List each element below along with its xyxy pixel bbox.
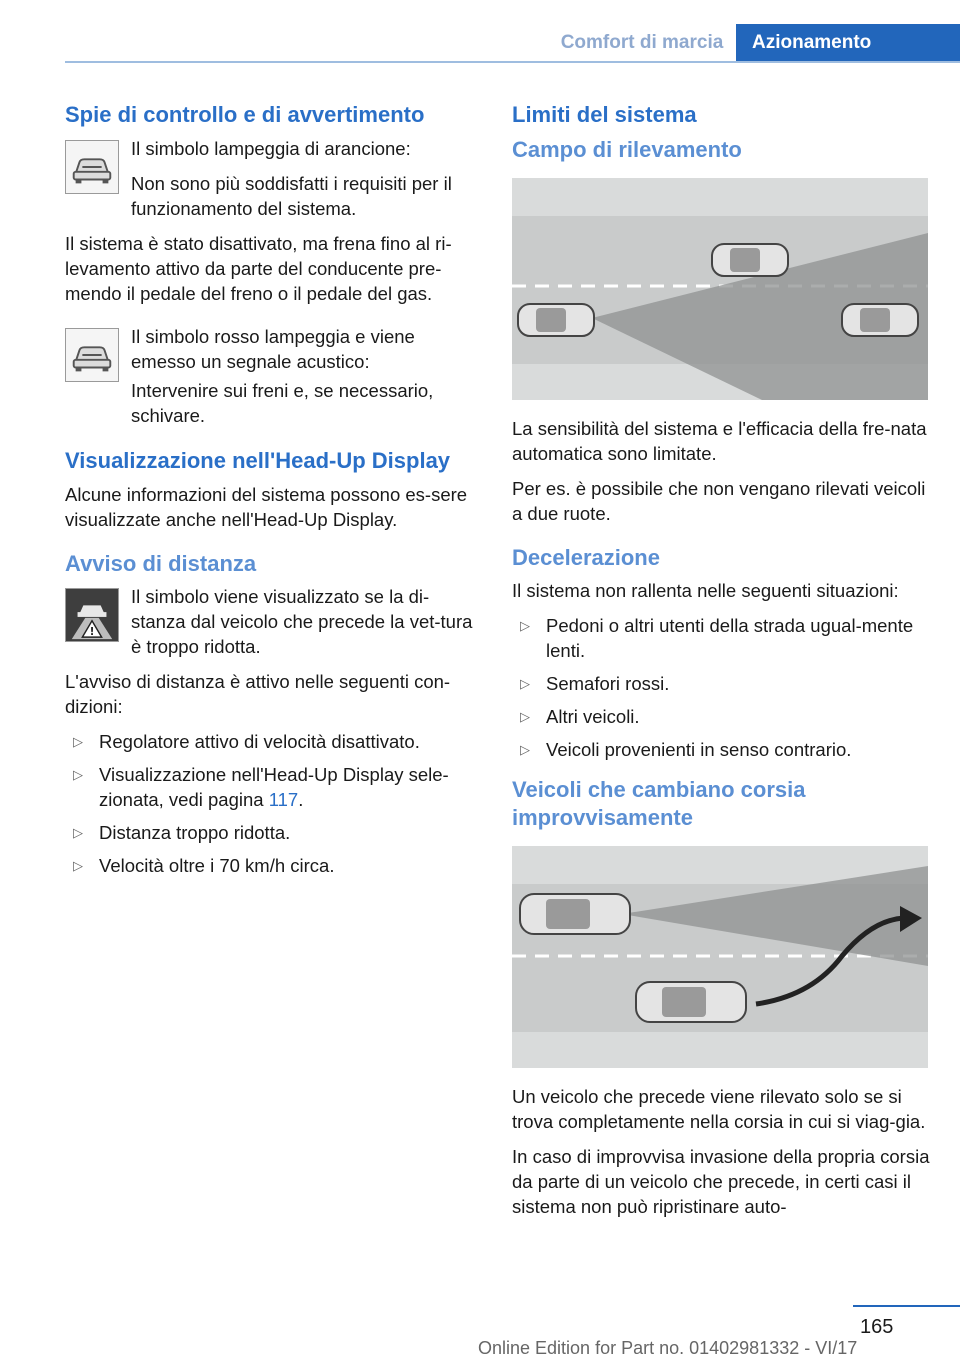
- text-orange-blink: Il simbolo lampeggia di arancione:: [131, 138, 411, 159]
- header-tab-comfort[interactable]: Comfort di marcia: [560, 32, 724, 53]
- list-item: ▷ Pedoni o altri utenti della strada ugual‐mente lenti.: [520, 615, 914, 661]
- text-distance-conditions: L'avviso di distanza è attivo nelle seguenti con‐dizioni:: [65, 671, 451, 717]
- car-icon: [712, 244, 788, 276]
- left-column: [65, 100, 480, 888]
- car-warning-icon: [65, 140, 119, 194]
- right-column: [512, 100, 930, 1229]
- list-item: ▷ Semafori rossi.: [520, 673, 670, 694]
- text-brake-swerve: Intervenire sui freni e, se necessario, schivare.: [131, 380, 434, 426]
- triangle-bullet-icon: ▷: [520, 709, 530, 724]
- section-title-deceleration: Decelerazione: [512, 545, 660, 570]
- section-title-limits: Limiti del sistema: [512, 102, 697, 127]
- section-title-detection-range: Campo di rilevamento: [512, 137, 742, 162]
- list-item: ▷ Veicoli provenienti in senso contrario.: [520, 739, 852, 760]
- list-item: ▷ Regolatore attivo di velocità disattivato.: [73, 731, 420, 752]
- text-hud: Alcune informazioni del sistema possono es‐sere visualizzate anche nell'Head-Up Display.: [65, 484, 468, 530]
- triangle-bullet-icon: ▷: [73, 825, 83, 840]
- indicator-red-row: [65, 324, 480, 384]
- triangle-bullet-icon: ▷: [73, 858, 83, 873]
- car-icon: [518, 304, 594, 336]
- section-title-lane-change: Veicoli che cambiano corsia improvvisamente: [512, 777, 806, 830]
- car-icon: [520, 894, 630, 934]
- triangle-bullet-icon: ▷: [73, 767, 83, 782]
- triangle-bullet-icon: ▷: [520, 742, 530, 757]
- text-system-deactivated: Il sistema è stato disattivato, ma frena fino al ri‐levamento attivo da parte del conducente pre‐mendo il pedale del freno o il pedale del gas.: [65, 233, 452, 304]
- header-divider: [65, 61, 960, 63]
- distance-conditions-list: [65, 729, 480, 878]
- triangle-bullet-icon: ▷: [73, 734, 83, 749]
- list-item: ▷ Visualizzazione nell'Head-Up Display sele‐zionata, vedi pagina 117.: [73, 764, 449, 810]
- detection-range-illustration: [512, 178, 928, 400]
- car-icon: [636, 982, 746, 1022]
- list-item: ▷ Altri veicoli.: [520, 706, 640, 727]
- text-detected-only: Un veicolo che precede viene rilevato solo se si trova completamente nella corsia in cui si viag‐gia.: [512, 1086, 926, 1132]
- edition-note: Online Edition for Part no. 01402981332 - VI/17: [478, 1338, 858, 1358]
- footer-divider: [853, 1305, 960, 1307]
- svg-text:!: !: [89, 626, 95, 639]
- deceleration-list: [512, 613, 930, 762]
- distance-warning-icon: [65, 588, 119, 642]
- page-number: 165: [860, 1316, 894, 1338]
- section-title-hud: Visualizzazione nell'Head-Up Display: [65, 448, 451, 473]
- header-tab-azionamento[interactable]: Azionamento: [736, 24, 960, 63]
- text-distance-icon: Il simbolo viene visualizzato se la di‐stanza dal veicolo che precede la vet‐tura è troppo ridotta.: [131, 586, 473, 657]
- section-title-warning-lights: Spie di controllo e di avvertimento: [65, 102, 425, 127]
- indicator-orange-row: [65, 136, 480, 221]
- section-title-distance-warning: Avviso di distanza: [65, 551, 257, 576]
- text-no-slowdown: Il sistema non rallenta nelle seguenti situazioni:: [512, 580, 899, 601]
- car-alert-icon: [65, 328, 119, 382]
- text-requirements: Non sono più soddisfatti i requisiti per il funzionamento del sistema.: [131, 173, 452, 219]
- triangle-bullet-icon: ▷: [520, 618, 530, 633]
- text-red-blink: Il simbolo rosso lampeggia e viene emesso un segnale acustico:: [131, 326, 415, 372]
- car-icon: [842, 304, 918, 336]
- distance-warning-row: [65, 584, 480, 659]
- text-two-wheelers: Per es. è possibile che non vengano rilevati veicoli a due ruote.: [512, 478, 926, 524]
- list-item: ▷ Velocità oltre i 70 km/h circa.: [73, 855, 335, 876]
- page-link-117[interactable]: 117: [268, 789, 299, 810]
- list-item: ▷ Distanza troppo ridotta.: [73, 822, 291, 843]
- text-sudden-intrusion: In caso di improvvisa invasione della propria corsia da parte di un veicolo che precede, in certi casi il sistema non può ripristinare auto‐: [512, 1146, 930, 1217]
- triangle-bullet-icon: ▷: [520, 676, 530, 691]
- lane-change-illustration: [512, 846, 928, 1068]
- text-sensitivity: La sensibilità del sistema e l'efficacia della fre‐nata automatica sono limitate.: [512, 418, 927, 464]
